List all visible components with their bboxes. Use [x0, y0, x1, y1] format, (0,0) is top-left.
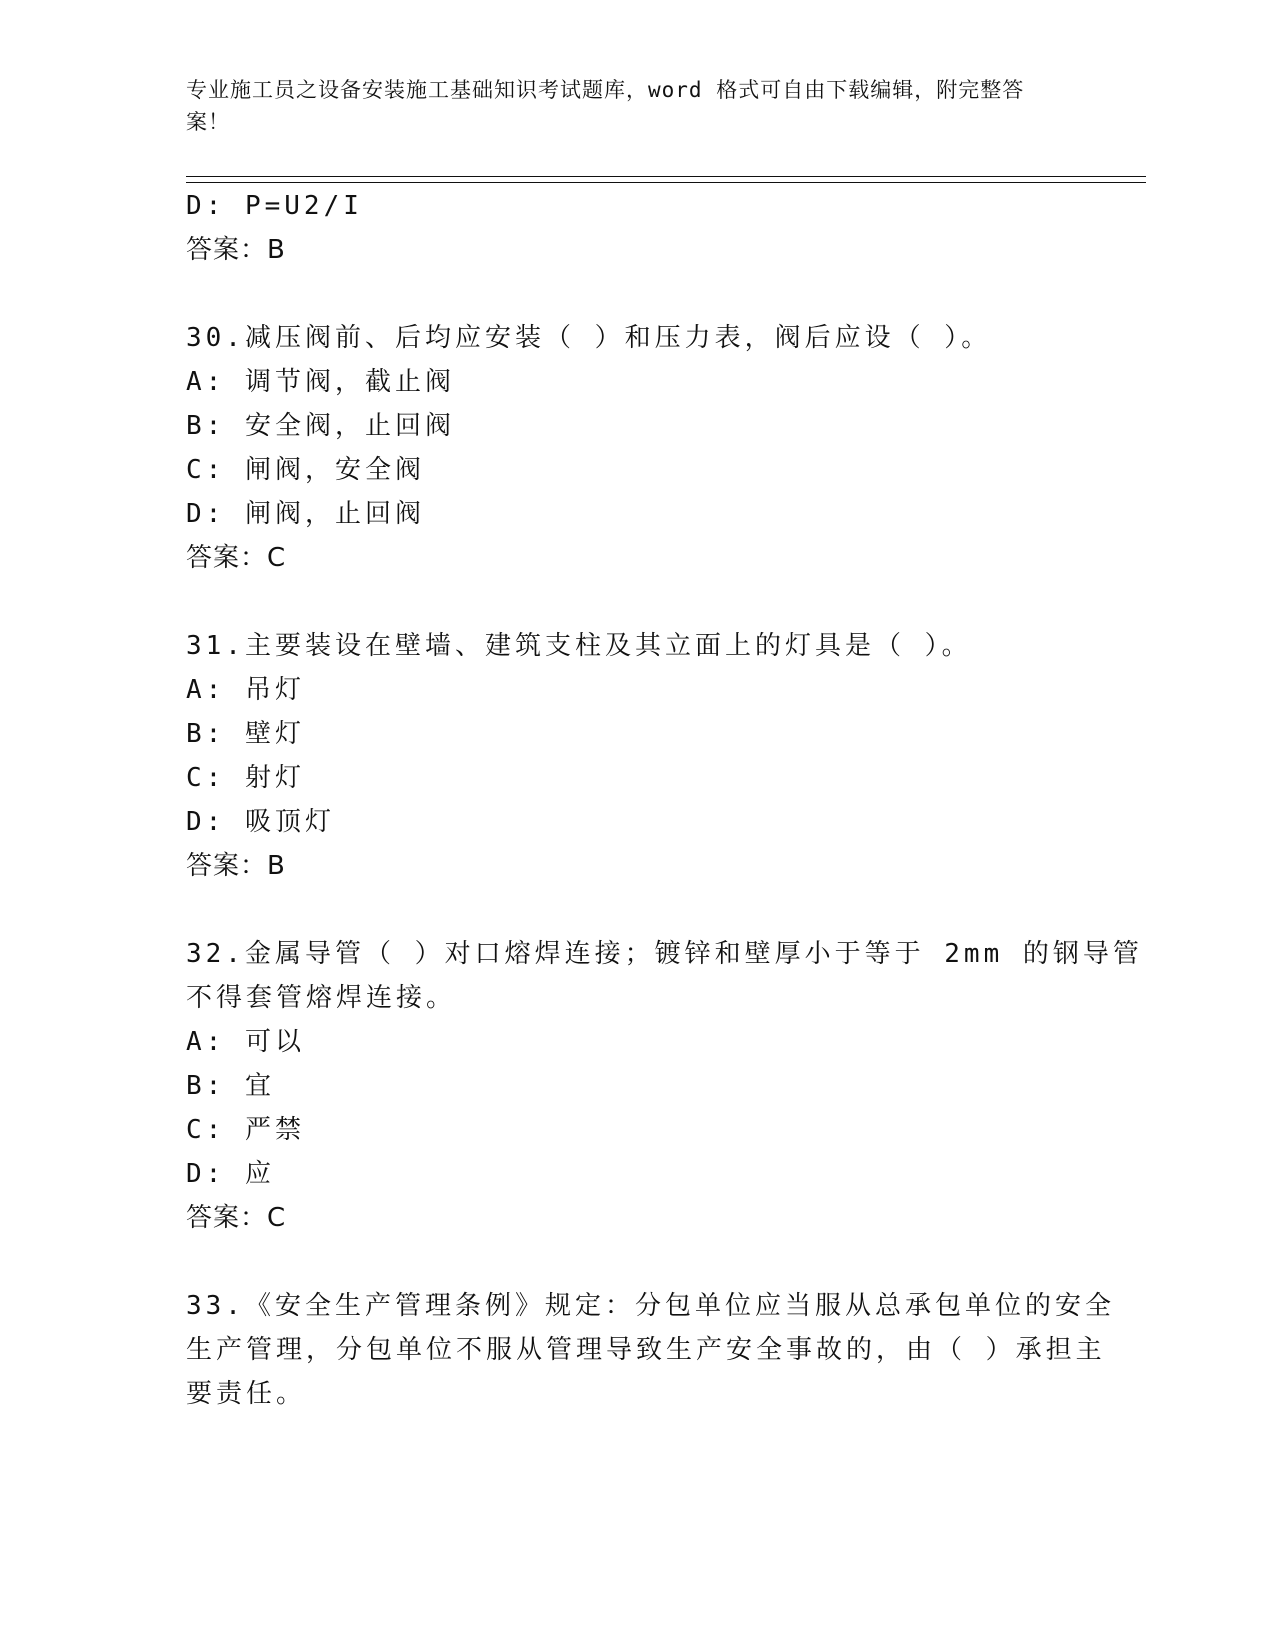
q30-option-b: B: 安全阀，止回阀	[186, 411, 455, 441]
q32-answer: 答案：C	[186, 1203, 287, 1233]
q30-option-c: C: 闸阀，安全阀	[186, 455, 425, 485]
document-header: 专业施工员之设备安装施工基础知识考试题库，word 格式可自由下载编辑，附完整答案！	[186, 78, 1025, 134]
q30-stem: 30.减压阀前、后均应安装（ ）和压力表，阀后应设（ ）。	[186, 323, 992, 353]
prev-option-d: D: P=U2/I	[186, 191, 363, 221]
q30-option-d: D: 闸阀，止回阀	[186, 499, 425, 529]
q30-answer: 答案：C	[186, 543, 287, 573]
q31-option-a: A: 吊灯	[186, 675, 305, 705]
q31-option-c: C: 射灯	[186, 763, 305, 793]
q32-stem-line2: 不得套管熔焊连接。	[186, 983, 457, 1013]
q31-option-b: B: 壁灯	[186, 719, 305, 749]
header-divider-top	[186, 176, 1146, 177]
q33-stem-line2: 生产管理，分包单位不服从管理导致生产安全事故的，由（ ）承担主	[186, 1335, 1106, 1365]
q31-option-d: D: 吸顶灯	[186, 807, 335, 837]
q33-stem-line1: 33.《安全生产管理条例》规定：分包单位应当服从总承包单位的安全	[186, 1291, 1115, 1321]
q32-stem-line1: 32.金属导管（ ）对口熔焊连接；镀锌和壁厚小于等于 2mm 的钢导管	[186, 939, 1143, 969]
q32-option-d: D: 应	[186, 1159, 275, 1189]
q30-option-a: A: 调节阀，截止阀	[186, 367, 455, 397]
prev-answer: 答案：B	[186, 235, 286, 265]
header-divider-bottom	[186, 182, 1146, 183]
q31-stem: 31.主要装设在壁墙、建筑支柱及其立面上的灯具是（ ）。	[186, 631, 972, 661]
q32-option-c: C: 严禁	[186, 1115, 305, 1145]
q33-stem-line3: 要责任。	[186, 1379, 307, 1409]
q31-answer: 答案：B	[186, 851, 286, 881]
q32-option-a: A: 可以	[186, 1027, 305, 1057]
q32-option-b: B: 宜	[186, 1071, 275, 1101]
